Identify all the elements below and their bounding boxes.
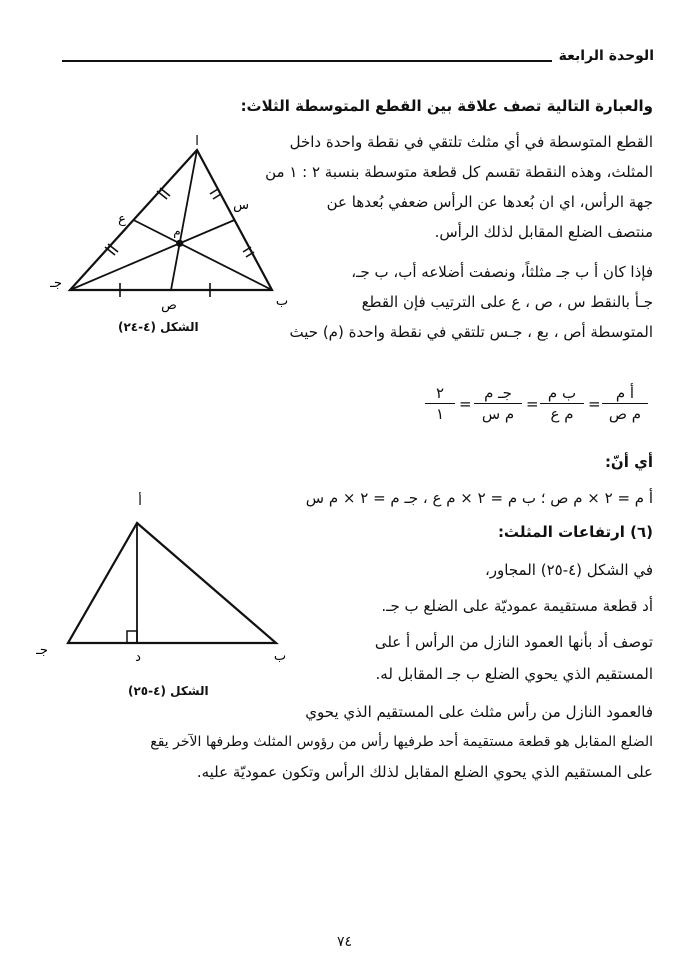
p2-line3: المتوسطة أص ، بع ، جـس تلتقي في نقطة واحدة (م) حيث [289,323,653,341]
fraction-2-over-1: ٢ ١ [425,383,455,424]
label-M: م [173,224,181,238]
median-relations: أ م = ٢ × م ص ؛ ب م = ٢ × م ع ، جـ م = ٢ × م س [305,489,653,507]
figure2-caption: الشكل (٤-٢٥) [128,684,209,698]
p4-line3: على المستقيم الذي يحوي الضلع المقابل لذلك الرأس وتكون عموديّة عليه. [196,763,653,781]
i-e-text: أي أنّ: [604,453,653,471]
figure-medians [50,135,290,340]
p3-line1: في الشكل (٤-٢٥) المجاور، [484,561,653,579]
label-B: ب [275,294,289,309]
p3-line2: أد قطعة مستقيمة عموديّة على الضلع ب جـ. [381,597,653,615]
label-A: أ [138,494,142,509]
p1-line2: المثلث، وهذه النقطة تقسم كل قطعة متوسطة بنسبة ٢ : ١ من [265,163,653,181]
p2-line1: فإذا كان أ ب جـ مثلثاً، ونصفت أضلاعه أب، ب جـ، [351,263,653,281]
p3-line3: توصف أد بأنها العمود النازل من الرأس أ على [374,633,653,651]
label-C: جـ [50,276,62,291]
figure-altitude [30,488,300,668]
label-B: ب [273,649,287,664]
label-AYN: ع [118,212,126,227]
label-C: جـ [36,643,48,658]
p1-line3: جهة الرأس، اي ان بُعدها عن الرأس ضعفي بُعدها عن [326,193,653,211]
fraction-cm-over-ms: جـ م م س [474,383,522,424]
label-S: س [233,198,249,213]
page-number: ٧٤ [336,934,353,950]
label-SAD: ص [161,298,177,313]
fraction-bm-over-ma: ب م م ع [540,383,584,424]
label-D: د [135,650,141,665]
p4-line2: الضلع المقابل هو قطعة مستقيمة أحد طرفيها رأس من رؤوس المثلث وطرفها الآخر يقع [150,734,653,750]
p1-line4: منتصف الضلع المقابل لذلك الرأس. [434,223,653,241]
p3-line4: المستقيم الذي يحوي الضلع ب جـ المقابل له. [375,665,653,683]
p2-line2: جـأ بالنقط س ، ص ، ع على الترتيب فإن القطع [361,293,653,311]
unit-header: الوحدة الرابعة [558,48,654,64]
figure1-caption: الشكل (٤-٢٤) [118,320,199,334]
equals-sign: = [588,395,601,413]
equals-sign: = [526,395,539,413]
p4-line1: فالعمود النازل من رأس مثلث على المستقيم الذي يحوي [305,703,653,721]
label-A: أ [195,135,199,149]
section-heading: (٦) ارتفاعات المثلث: [497,523,653,541]
p1-line1: القطع المتوسطة في أي مثلث تلتقي في نقطة واحدة داخل [289,133,653,151]
intro-text: والعبارة التالية تصف علاقة بين القطع المتوسطة الثلاث: [240,97,653,115]
fraction-am-over-msad: أ م م ص [602,383,648,424]
header-rule [62,60,552,62]
equals-sign: = [459,395,472,413]
